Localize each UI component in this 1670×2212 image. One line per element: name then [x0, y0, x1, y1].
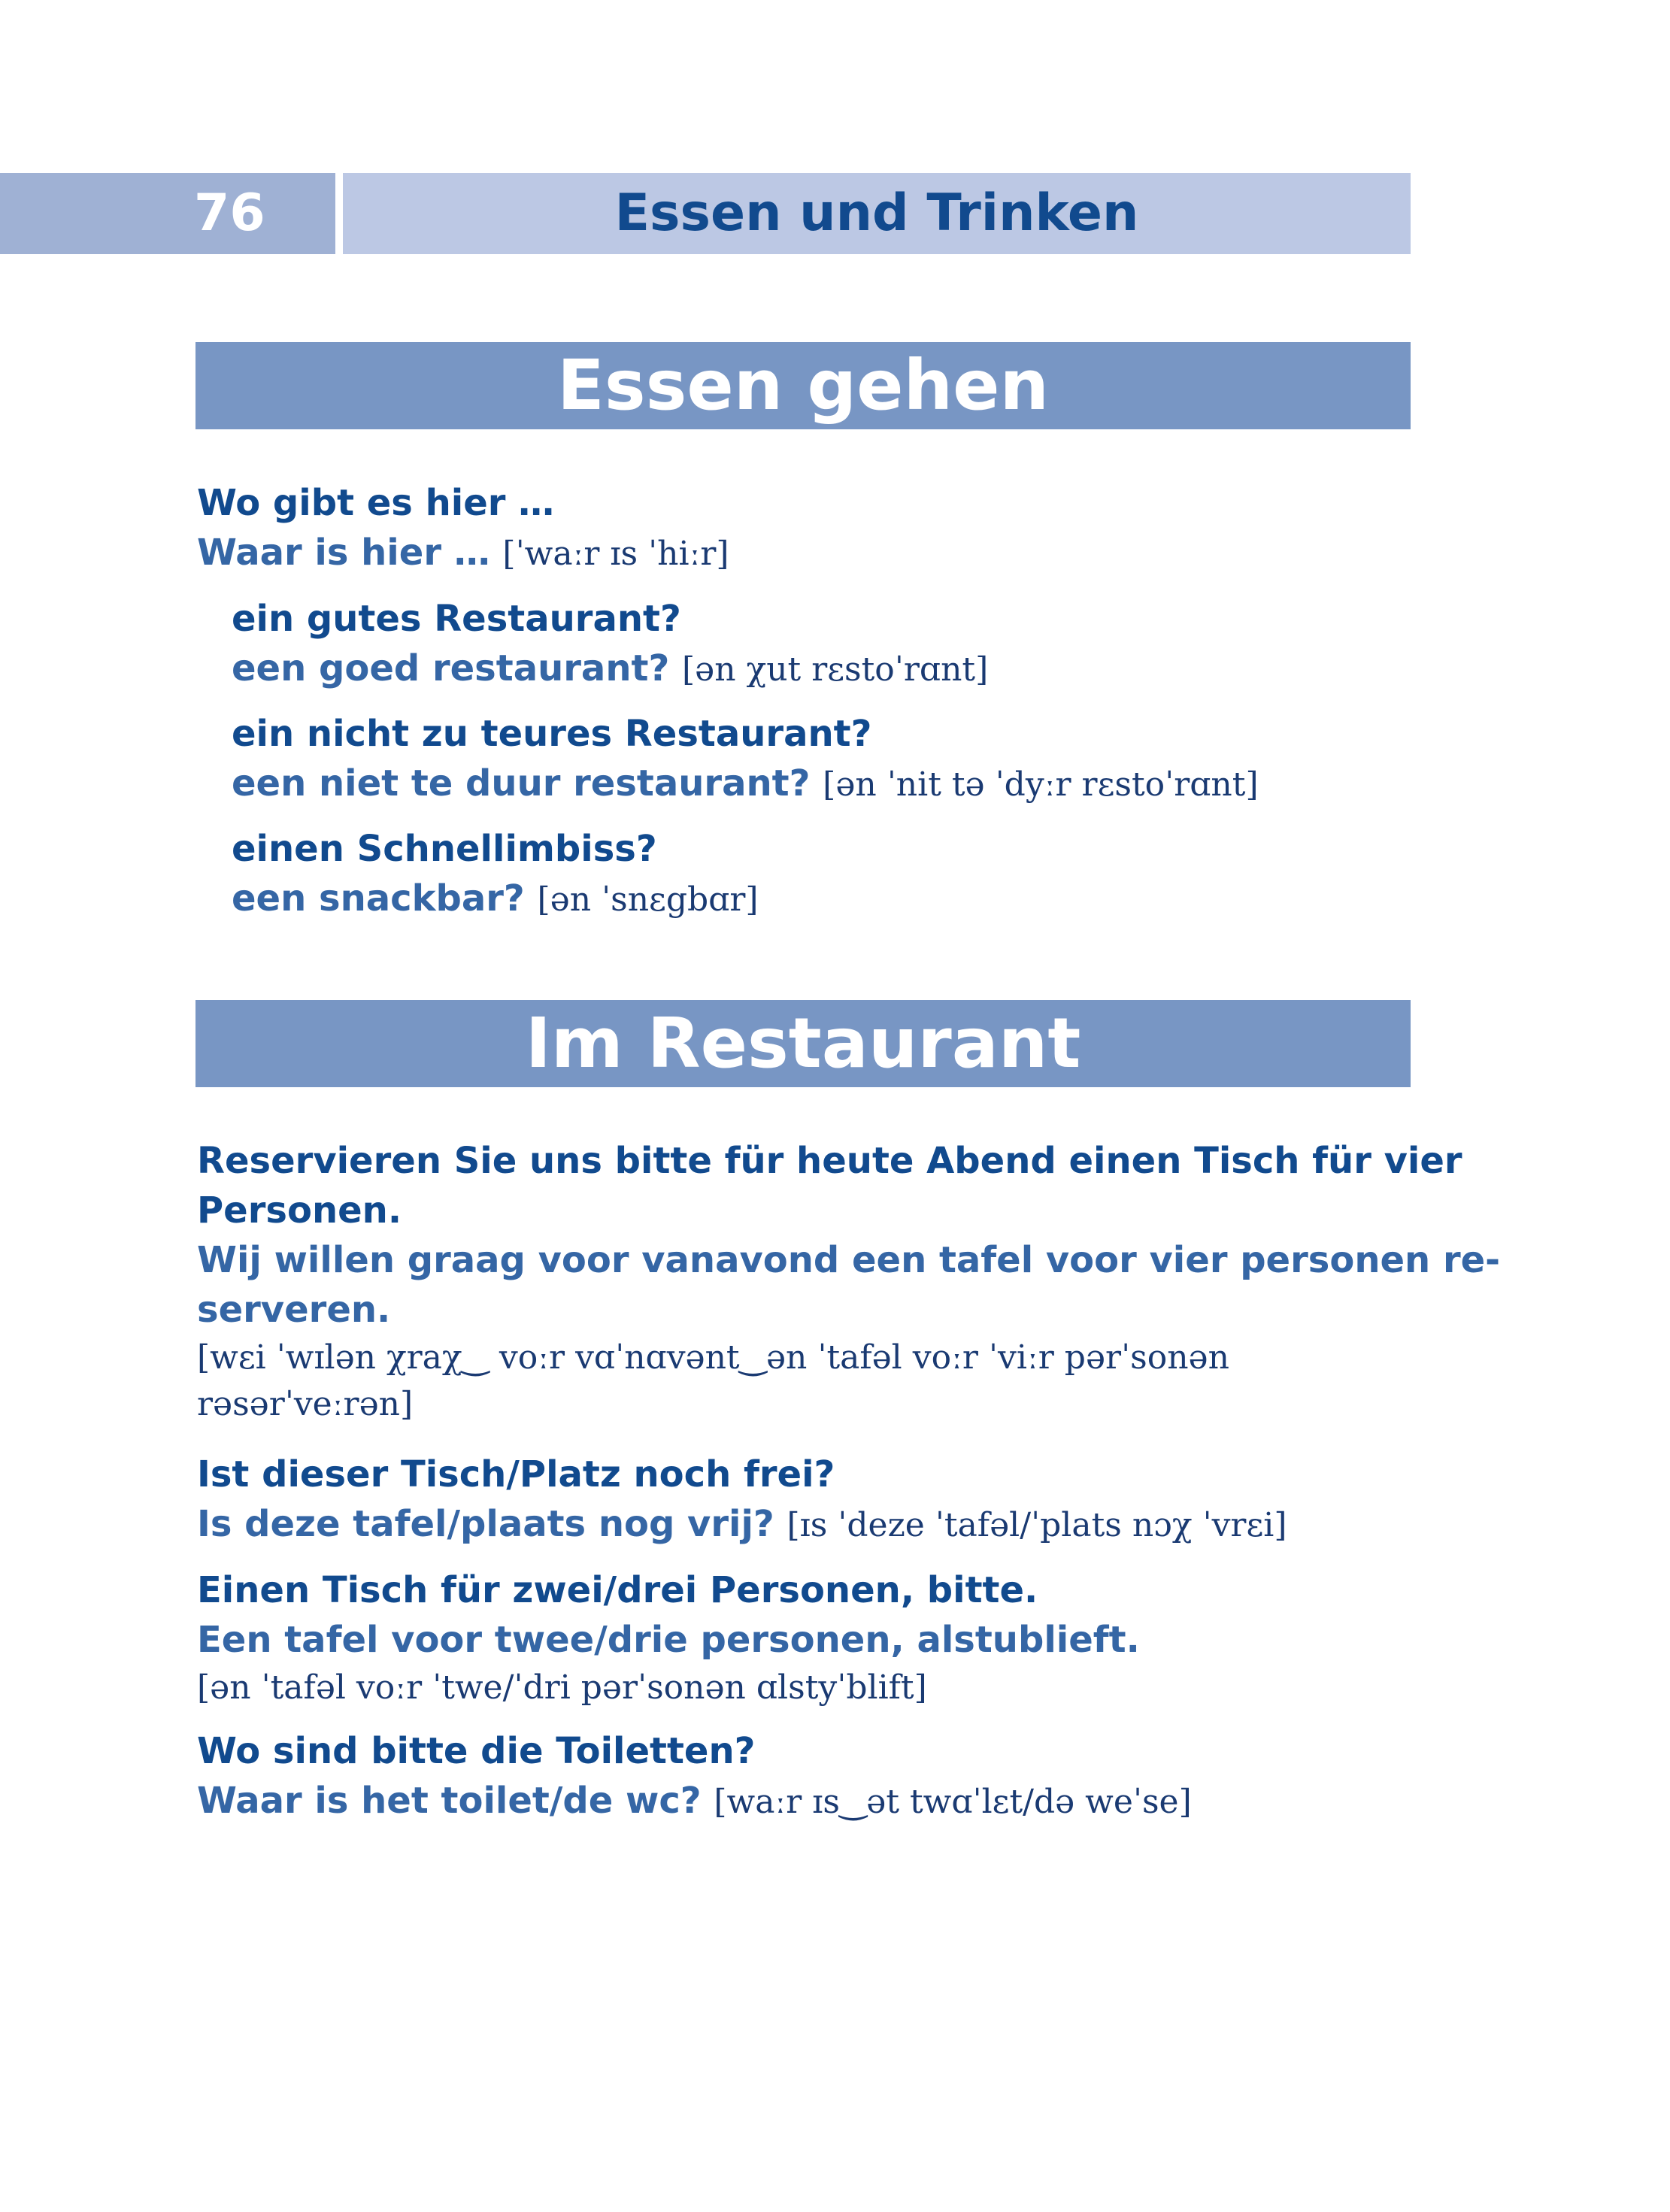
page-number: 76: [0, 173, 335, 254]
phrase-item: [197, 1565, 1415, 1711]
dutch-text: een niet te duur restaurant?: [232, 762, 811, 805]
phrase-german: Wo gibt es hier …: [197, 482, 555, 524]
pronunciation: [ɪs ˈdeze ˈtafəl/ˈplats nɔχ ˈvrɛi]: [787, 1506, 1287, 1544]
phrase-dutch: [232, 644, 1450, 695]
phrase-item: [197, 1450, 1415, 1550]
section-title-im-restaurant: Im Restaurant: [195, 1000, 1411, 1087]
phrase-german: ein gutes Restaurant?: [232, 598, 681, 640]
pronunciation: [wɛi ˈwɪlən χraχ‿ voːr vɑˈnɑvənt‿ən ˈtafəl voːr ˈviːr pərˈsonən: [197, 1338, 1229, 1377]
pronunciation: [waːr ɪs‿ət twɑˈlɛt/də weˈse]: [714, 1783, 1192, 1821]
phrase-german: Einen Tisch für zwei/drei Personen, bitte.: [197, 1569, 1038, 1611]
pronunciation: [ˈwaːr ɪs ˈhiːr]: [502, 535, 729, 573]
phrase-item: [232, 594, 1450, 695]
phrase-german: einen Schnellimbiss?: [232, 828, 657, 870]
phrase-intro: [197, 478, 1415, 579]
phrase-dutch: Wij willen graag voor vanavond een tafel voor vier personen re-: [197, 1239, 1501, 1281]
phrase-dutch: [197, 1499, 1415, 1550]
dutch-text: een goed restaurant?: [232, 647, 670, 689]
pronunciation: [ən χut rɛstoˈrɑnt]: [682, 650, 989, 689]
phrase-dutch: [197, 1776, 1415, 1827]
phrase-item: [197, 1726, 1415, 1827]
dutch-text: Waar is hier …: [197, 532, 490, 574]
pronunciation: rəsərˈveːrən]: [197, 1385, 414, 1423]
phrase-german: ein nicht zu teures Restaurant?: [232, 713, 872, 755]
dutch-text: een snackbar?: [232, 877, 525, 920]
pronunciation: [ən ˈsnɛgbɑr]: [537, 880, 759, 919]
phrase-german: Wo sind bitte die Toiletten?: [197, 1730, 756, 1772]
dutch-text: Waar is het toilet/de wc?: [197, 1780, 702, 1822]
phrase-german: Reservieren Sie uns bitte für heute Abend einen Tisch für vier: [197, 1140, 1462, 1182]
phrase-dutch: [197, 528, 1415, 579]
phrase-dutch: [232, 759, 1450, 810]
chapter-title: Essen und Trinken: [343, 173, 1411, 254]
phrase-dutch: serveren.: [197, 1289, 391, 1331]
phrase-german: Personen.: [197, 1189, 402, 1232]
section-title-essen-gehen: Essen gehen: [195, 342, 1411, 429]
phrase-german: Ist dieser Tisch/Platz noch frei?: [197, 1453, 835, 1495]
pronunciation: [ən ˈnit tə ˈdyːr rɛstoˈrɑnt]: [823, 765, 1259, 804]
dutch-text: Is deze tafel/plaats nog vrij?: [197, 1503, 774, 1545]
pronunciation: [ən ˈtafəl voːr ˈtwe/ˈdri pərˈsonən ɑlstyˈblift]: [197, 1668, 927, 1707]
phrase-dutch: [232, 874, 1450, 925]
phrase-item: [197, 1136, 1501, 1428]
phrase-dutch: Een tafel voor twee/drie personen, alstublieft.: [197, 1619, 1140, 1661]
phrase-item: [232, 824, 1450, 925]
phrase-item: [232, 709, 1450, 810]
